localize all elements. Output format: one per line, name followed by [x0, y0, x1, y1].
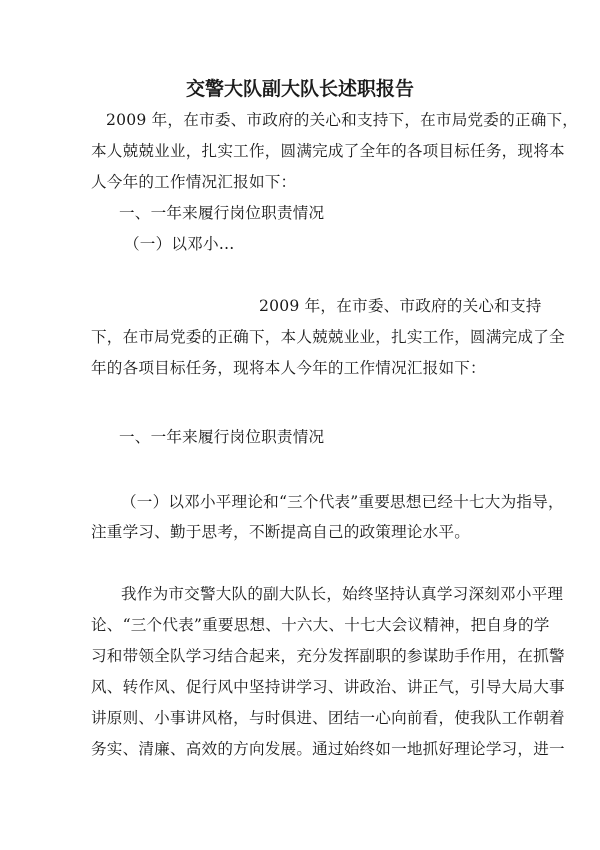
section1-line: 注重学习、勤于思考，不断提高自己的政策理论水平。	[91, 523, 471, 541]
summary-line: 2009 年，在市委、市政府的关心和支持下，在市局党委的正确下，	[106, 111, 579, 129]
paragraph-line: 讲原则、小事讲风格，与时俱进、团结一心向前看，使我队工作朝着	[91, 709, 565, 727]
summary-subheading: （一）以邓小…	[124, 235, 235, 253]
paragraph-line: 论、“三个代表”重要思想、十六大、十七大会议精神，把自身的学	[91, 616, 550, 634]
section1-line: （一）以邓小平理论和“三个代表”重要思想已经十七大为指导，	[121, 493, 564, 511]
document-title: 交警大队副大队长述职报告	[185, 78, 414, 100]
paragraph-line: 务实、清廉、高效的方向发展。通过始终如一地抓好理论学习，进一	[91, 740, 565, 758]
body-intro-line: 下，在市局党委的正确下，本人兢兢业业，扎实工作，圆满完成了全	[91, 328, 565, 346]
summary-line: 人今年的工作情况汇报如下：	[91, 173, 297, 191]
summary-line: 本人兢兢业业，扎实工作，圆满完成了全年的各项目标任务，现将本	[91, 142, 565, 160]
body-heading: 一、一年来履行岗位职责情况	[119, 428, 325, 446]
body-intro-line: 2009 年，在市委、市政府的关心和支持	[259, 297, 542, 315]
paragraph-line: 风、转作风、促行风中坚持讲学习、讲政治、讲正气，引导大局大事	[91, 678, 565, 696]
body-intro-line: 年的各项目标任务，现将本人今年的工作情况汇报如下：	[91, 359, 486, 377]
summary-heading: 一、一年来履行岗位职责情况	[119, 204, 325, 222]
paragraph-line: 我作为市交警大队的副大队长，始终坚持认真学习深刻邓小平理	[121, 585, 564, 603]
paragraph-line: 习和带领全队学习结合起来，充分发挥副职的参谋助手作用，在抓警	[91, 647, 565, 665]
